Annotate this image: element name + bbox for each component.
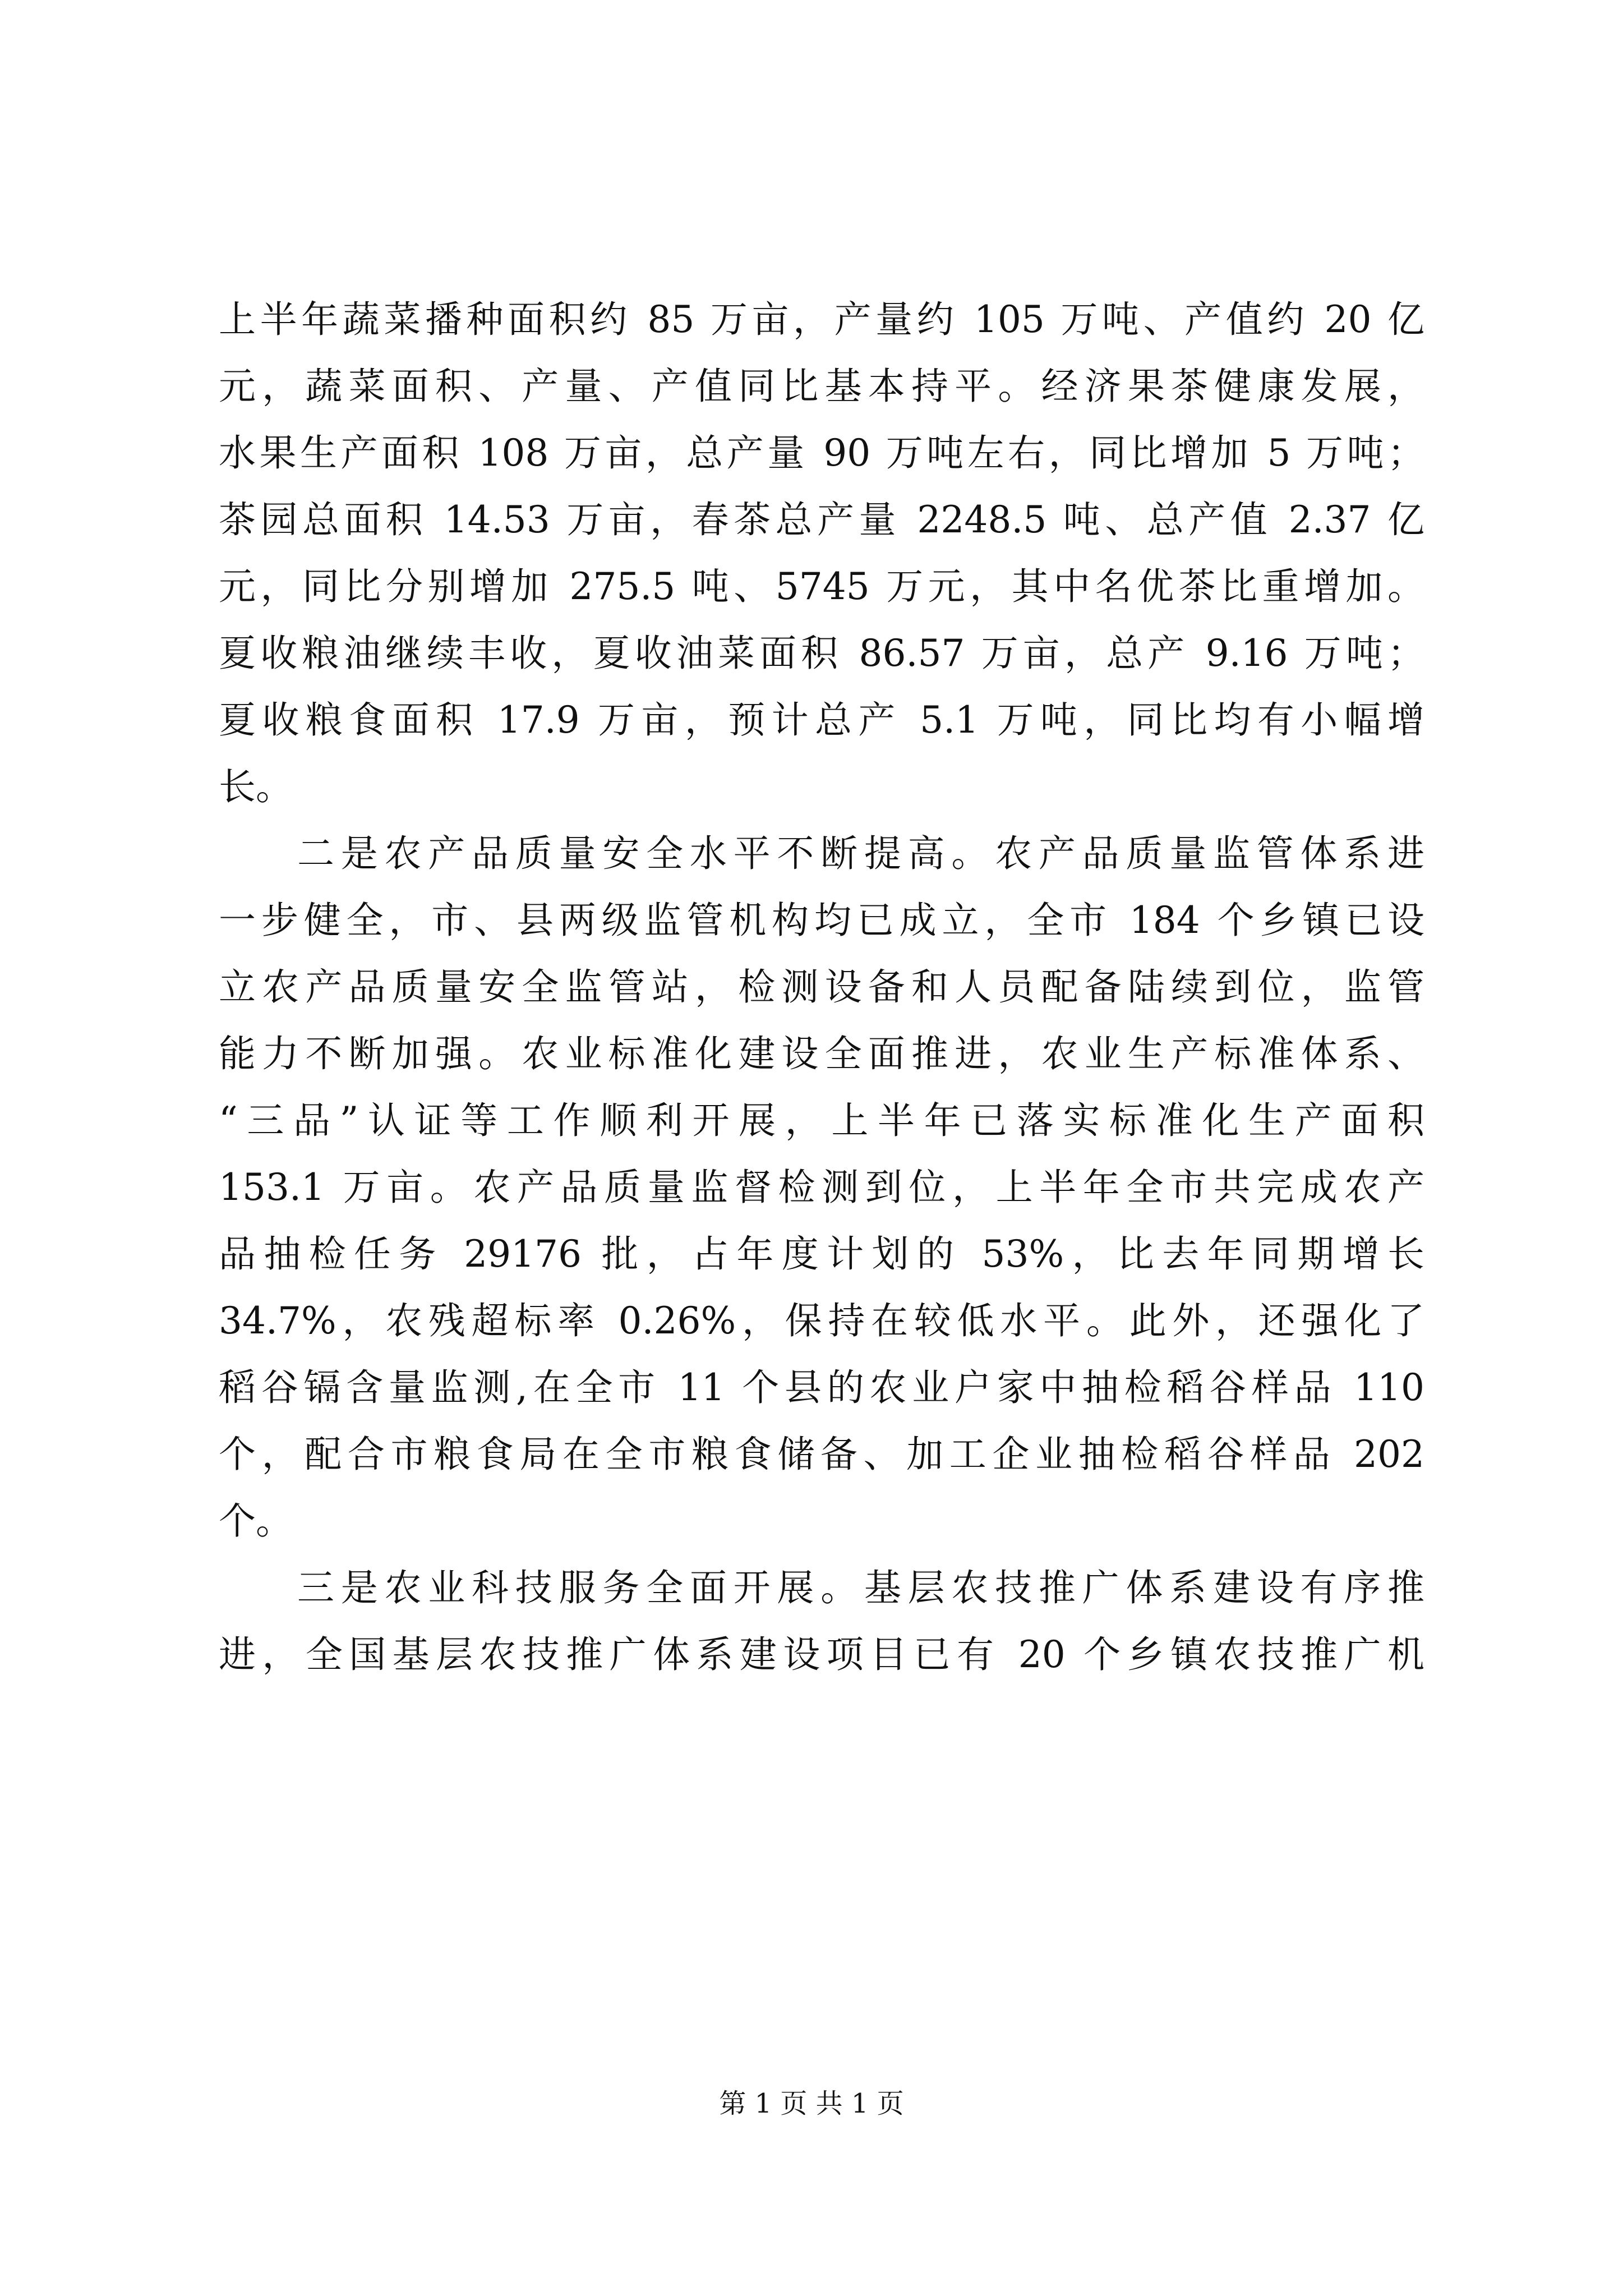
text-line-14: 153.1 万亩。农产品质量监督检测到位，上半年全市共完成农产	[219, 1166, 1424, 1209]
text-line-11: 立农产品质量安全监管站，检测设备和人员配备陆续到位，监管	[219, 965, 1424, 1009]
text-line-21: 进，全国基层农技推广体系建设项目已有 20 个乡镇农技推广机	[219, 1633, 1424, 1676]
text-line-18: 个，配合市粮食局在全市粮食储备、加工企业抽检稻谷样品 202	[219, 1433, 1424, 1476]
text-line-8: 长。	[219, 765, 293, 808]
page-footer: 第 1 页 共 1 页	[719, 2088, 904, 2119]
text-line-4: 茶园总面积 14.53 万亩，春茶总产量 2248.5 吨、总产值 2.37 亿	[219, 498, 1424, 541]
text-line-2: 元，蔬菜面积、产量、产值同比基本持平。经济果茶健康发展，	[219, 365, 1424, 408]
text-line-15: 品抽检任务 29176 批，占年度计划的 53%，比去年同期增长	[219, 1232, 1424, 1276]
text-line-17: 稻谷镉含量监测,在全市 11 个县的农业户家中抽检稻谷样品 110	[219, 1366, 1424, 1409]
text-line-10: 一步健全，市、县两级监管机构均已成立，全市 184 个乡镇已设	[219, 899, 1424, 942]
text-line-5: 元，同比分别增加 275.5 吨、5745 万元，其中名优茶比重增加。	[219, 565, 1424, 608]
text-line-1: 上半年蔬菜播种面积约 85 万亩，产量约 105 万吨、产值约 20 亿	[219, 298, 1424, 341]
text-line-7: 夏收粮食面积 17.9 万亩，预计总产 5.1 万吨，同比均有小幅增	[219, 698, 1424, 742]
text-line-19: 个。	[219, 1499, 293, 1543]
text-line-9: 二是农产品质量安全水平不断提高。农产品质量监管体系进	[297, 832, 1424, 875]
text-line-3: 水果生产面积 108 万亩，总产量 90 万吨左右，同比增加 5 万吨；	[219, 431, 1424, 475]
text-line-12: 能力不断加强。农业标准化建设全面推进，农业生产标准体系、	[219, 1032, 1424, 1075]
text-line-6: 夏收粮油继续丰收，夏收油菜面积 86.57 万亩，总产 9.16 万吨；	[219, 632, 1424, 675]
text-line-16: 34.7%，农残超标率 0.26%，保持在较低水平。此外，还强化了	[219, 1299, 1424, 1342]
text-line-13: “三品”认证等工作顺利开展，上半年已落实标准化生产面积	[219, 1099, 1424, 1142]
text-line-20: 三是农业科技服务全面开展。基层农技推广体系建设有序推	[297, 1566, 1424, 1609]
